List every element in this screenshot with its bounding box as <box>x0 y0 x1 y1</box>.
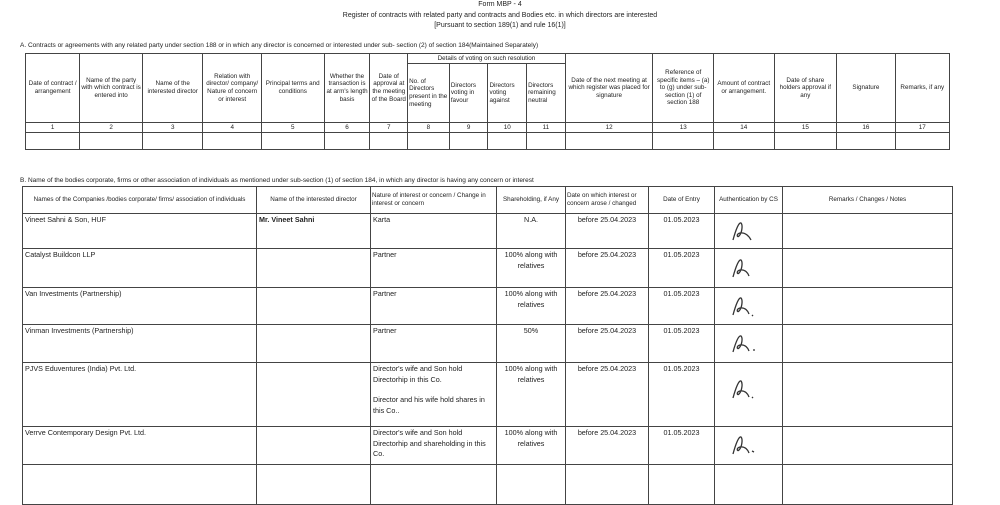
column-number: 2 <box>80 123 143 133</box>
shareholding: N.A. <box>497 214 566 249</box>
col-header-voting-group: Details of voting on such resolution <box>408 54 566 64</box>
signature-mark <box>727 376 755 402</box>
column-number: 4 <box>203 123 261 133</box>
nature-of-interest: Director's wife and Son hold Directorhip and shareholding in this Co. <box>371 427 497 465</box>
interests-table <box>22 186 953 505</box>
interest-date: before 25.04.2023 <box>566 288 649 325</box>
col-header-voting-favour: Directors voting in favour <box>449 64 488 123</box>
form-number: Form MBP - 4 <box>478 1 522 8</box>
authentication-cell <box>715 325 783 363</box>
col-header-arms-length: Whether the transaction is at arm's length basis <box>324 54 370 123</box>
table-row <box>23 465 953 505</box>
col-header-date-interest-arose: Date on which interest or concern arose / changed <box>566 187 649 214</box>
table-row <box>23 249 953 288</box>
entry-date: 01.05.2023 <box>649 427 715 465</box>
company-name: Van Investments (Partnership) <box>23 288 257 325</box>
nature-of-interest <box>371 363 497 427</box>
form-pursuant: [Pursuant to section 189(1) and rule 16(1)] <box>434 22 566 29</box>
shareholding: 100% along with relatives <box>497 288 566 325</box>
company-name: Verrve Contemporary Design Pvt. Ltd. <box>23 427 257 465</box>
interest-date: before 25.04.2023 <box>566 427 649 465</box>
column-number: 11 <box>527 123 566 133</box>
remarks-cell <box>783 288 953 325</box>
col-header-amount: Amount of contract or arrangement. <box>713 54 774 123</box>
col-header-shareholders-approval: Date of share holders approval if any <box>774 54 837 123</box>
interested-director: Mr. Vineet Sahni <box>257 214 371 249</box>
table-row <box>23 325 953 363</box>
interested-director <box>257 288 371 325</box>
interested-director <box>257 363 371 427</box>
column-number: 13 <box>653 123 714 133</box>
column-number: 7 <box>370 123 408 133</box>
interest-date: before 25.04.2023 <box>566 249 649 288</box>
company-name: PJVS Eduventures (India) Pvt. Ltd. <box>23 363 257 427</box>
column-number: 14 <box>713 123 774 133</box>
remarks-cell <box>783 363 953 427</box>
authentication-cell <box>715 427 783 465</box>
table-row <box>23 427 953 465</box>
col-header-company-name: Names of the Companies /bodies corporate/ firms/ association of individuals <box>23 187 257 214</box>
column-number: 8 <box>408 123 450 133</box>
shareholding: 100% along with relatives <box>497 427 566 465</box>
remarks-cell <box>783 427 953 465</box>
col-header-neutral: Directors remaining neutral <box>527 64 566 123</box>
col-header-interested-director: Name of the interested director <box>257 187 371 214</box>
entry-date: 01.05.2023 <box>649 214 715 249</box>
col-header-date-contract: Date of contract / arrangement <box>26 54 80 123</box>
column-number: 16 <box>837 123 895 133</box>
col-header-signature: Signature <box>837 54 895 123</box>
col-header-nature-of-interest: Nature of interest or concern / Change in interest or concern <box>371 187 497 214</box>
interested-director <box>257 427 371 465</box>
interested-director <box>257 249 371 288</box>
col-header-voting-against: Directors voting against <box>488 64 527 123</box>
column-number: 12 <box>565 123 653 133</box>
signature-mark <box>727 219 755 245</box>
col-header-authentication: Authentication by CS <box>715 187 783 214</box>
col-header-remarks: Remarks / Changes / Notes <box>783 187 953 214</box>
company-name: Catalyst Buildcon LLP <box>23 249 257 288</box>
signature-mark <box>727 432 755 458</box>
form-title: Register of contracts with related party and contracts and Bodies etc. in which directors are interested <box>342 12 658 19</box>
column-number: 9 <box>449 123 488 133</box>
column-number: 1 <box>26 123 80 133</box>
column-number-row <box>26 123 950 133</box>
remarks-cell <box>783 214 953 249</box>
column-number: 17 <box>895 123 949 133</box>
col-header-shareholding: Shareholding, if Any <box>497 187 566 214</box>
interest-date: before 25.04.2023 <box>566 325 649 363</box>
column-number: 15 <box>774 123 837 133</box>
entry-date: 01.05.2023 <box>649 363 715 427</box>
company-name: Vineet Sahni & Son, HUF <box>23 214 257 249</box>
signature-mark <box>727 254 755 280</box>
section-a-heading: A. Contracts or agreements with any related party under section 188 or in which any director is concerned or interested under sub- section (2) of section 184(Maintained Separately) <box>20 42 539 49</box>
authentication-cell <box>715 363 783 427</box>
remarks-cell <box>783 249 953 288</box>
nature-of-interest: Partner <box>371 249 497 288</box>
column-number: 10 <box>488 123 527 133</box>
col-header-reference-items: Reference of specific items – (a) to (g) under sub-section (1) of section 188 <box>653 54 714 123</box>
entry-date: 01.05.2023 <box>649 288 715 325</box>
col-header-remarks: Remarks, if any <box>895 54 949 123</box>
authentication-cell <box>715 214 783 249</box>
signature-mark <box>727 330 755 356</box>
col-header-date-of-entry: Date of Entry <box>649 187 715 214</box>
table-row <box>23 288 953 325</box>
authentication-cell <box>715 288 783 325</box>
nature-of-interest: Partner <box>371 325 497 363</box>
contracts-table <box>25 53 950 150</box>
shareholding: 100% along with relatives <box>497 363 566 427</box>
interest-date: before 25.04.2023 <box>566 214 649 249</box>
nature-of-interest: Partner <box>371 288 497 325</box>
shareholding: 100% along with relatives <box>497 249 566 288</box>
nature-line: Director and his wife hold shares in this Co.. <box>373 395 485 415</box>
signature-mark <box>727 293 755 319</box>
shareholding: 50% <box>497 325 566 363</box>
table-row <box>23 214 953 249</box>
interest-date: before 25.04.2023 <box>566 363 649 427</box>
entry-date: 01.05.2023 <box>649 325 715 363</box>
nature-line: Director's wife and Son hold Directorhip in this Co. <box>373 364 463 384</box>
col-header-party-name: Name of the party with which contract is entered into <box>80 54 143 123</box>
section-b-heading: B. Name of the bodies corporate, firms or other association of individuals as mentioned under sub-section (1) of section 184, in which any director is having any concern or interest <box>20 177 534 184</box>
remarks-cell <box>783 325 953 363</box>
empty-row <box>26 133 950 150</box>
column-number: 5 <box>261 123 324 133</box>
col-header-board-approval: Date of approval at the meeting of the Board <box>370 54 408 123</box>
interested-director <box>257 325 371 363</box>
column-number: 6 <box>324 123 370 133</box>
company-name: Vinman Investments (Partnership) <box>23 325 257 363</box>
col-header-relation: Relation with director/ company/ Nature of concern or interest <box>203 54 261 123</box>
nature-of-interest: Karta <box>371 214 497 249</box>
col-header-directors-present: No. of Directors present in the meeting <box>408 64 450 123</box>
authentication-cell <box>715 249 783 288</box>
col-header-next-meeting: Date of the next meeting at which register was placed for signature <box>565 54 653 123</box>
column-number: 3 <box>142 123 203 133</box>
col-header-principal-terms: Principal terms and conditions <box>261 54 324 123</box>
col-header-interested-director: Name of the interested director <box>142 54 203 123</box>
table-row <box>23 363 953 427</box>
entry-date: 01.05.2023 <box>649 249 715 288</box>
